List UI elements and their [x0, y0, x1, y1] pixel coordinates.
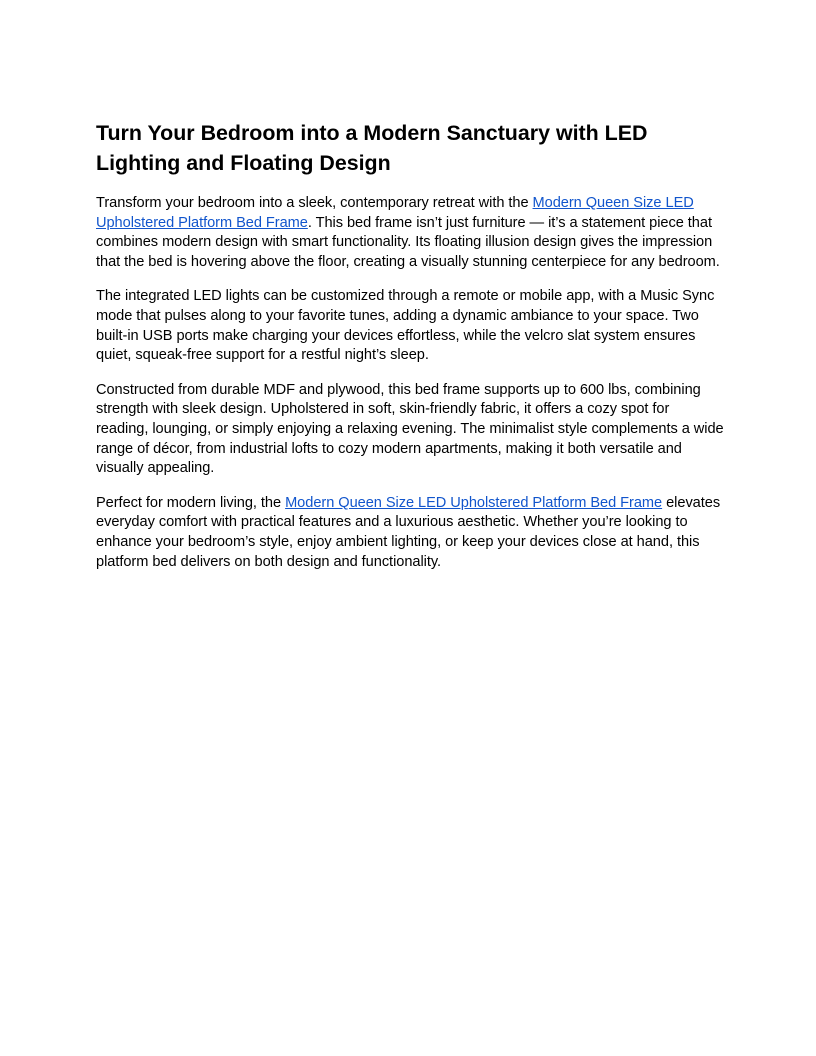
paragraph-conclusion-text-end: elevates everyday comfort with practical features and a luxurious aesthetic. Whether you’re looking to enhance your bedroom’s style, enjoy ambient lighting, or keep your devices close at hand, this platform bed delivers on both design and functionality.: [96, 494, 721, 570]
paragraph-construction: Constructed from durable MDF and plywood, this bed frame supports up to 600 lbs, combining strength with sleek design. Upholstered in soft, skin-friendly fabric, it offers a cozy spot for reading, lounging, or simply enjoying a relaxing evening. The minimalist style complements a wide range of décor, from industrial lofts to cozy modern apartments, making it both versatile and visually appealing.: [96, 381, 724, 477]
product-link-2[interactable]: Modern Queen Size LED Upholstered Platform Bed Frame: [285, 494, 663, 511]
paragraph-features: The integrated LED lights can be customized through a remote or mobile app, with a Music Sync mode that pulses along to your favorite tunes, adding a dynamic ambiance to your space. Two built-in USB ports make charging your devices effortless, while the velcro slat system ensures quiet, squeak-free support for a restful night’s sleep.: [96, 288, 715, 364]
paragraph-intro-text-end: . This bed frame isn’t just furniture — it’s a statement piece that combines modern design with smart functionality. Its floating illusion design gives the impression that the bed is hovering above the floor, creating a visually stunning centerpiece for any bedroom.: [96, 214, 720, 270]
paragraph-conclusion-text-start: Perfect for modern living, the: [96, 494, 286, 511]
product-link[interactable]: Modern Queen Size LED Upholstered Platform Bed Frame: [96, 195, 694, 231]
paragraph-intro: [96, 194, 724, 272]
paragraph-intro-text-start: Transform your bedroom into a sleek, contemporary retreat with the: [96, 195, 533, 211]
document-body: [96, 118, 724, 587]
paragraph-conclusion: [96, 494, 724, 572]
page-title: Turn Your Bedroom into a Modern Sanctuary with LED Lighting and Floating Design: [96, 121, 648, 175]
